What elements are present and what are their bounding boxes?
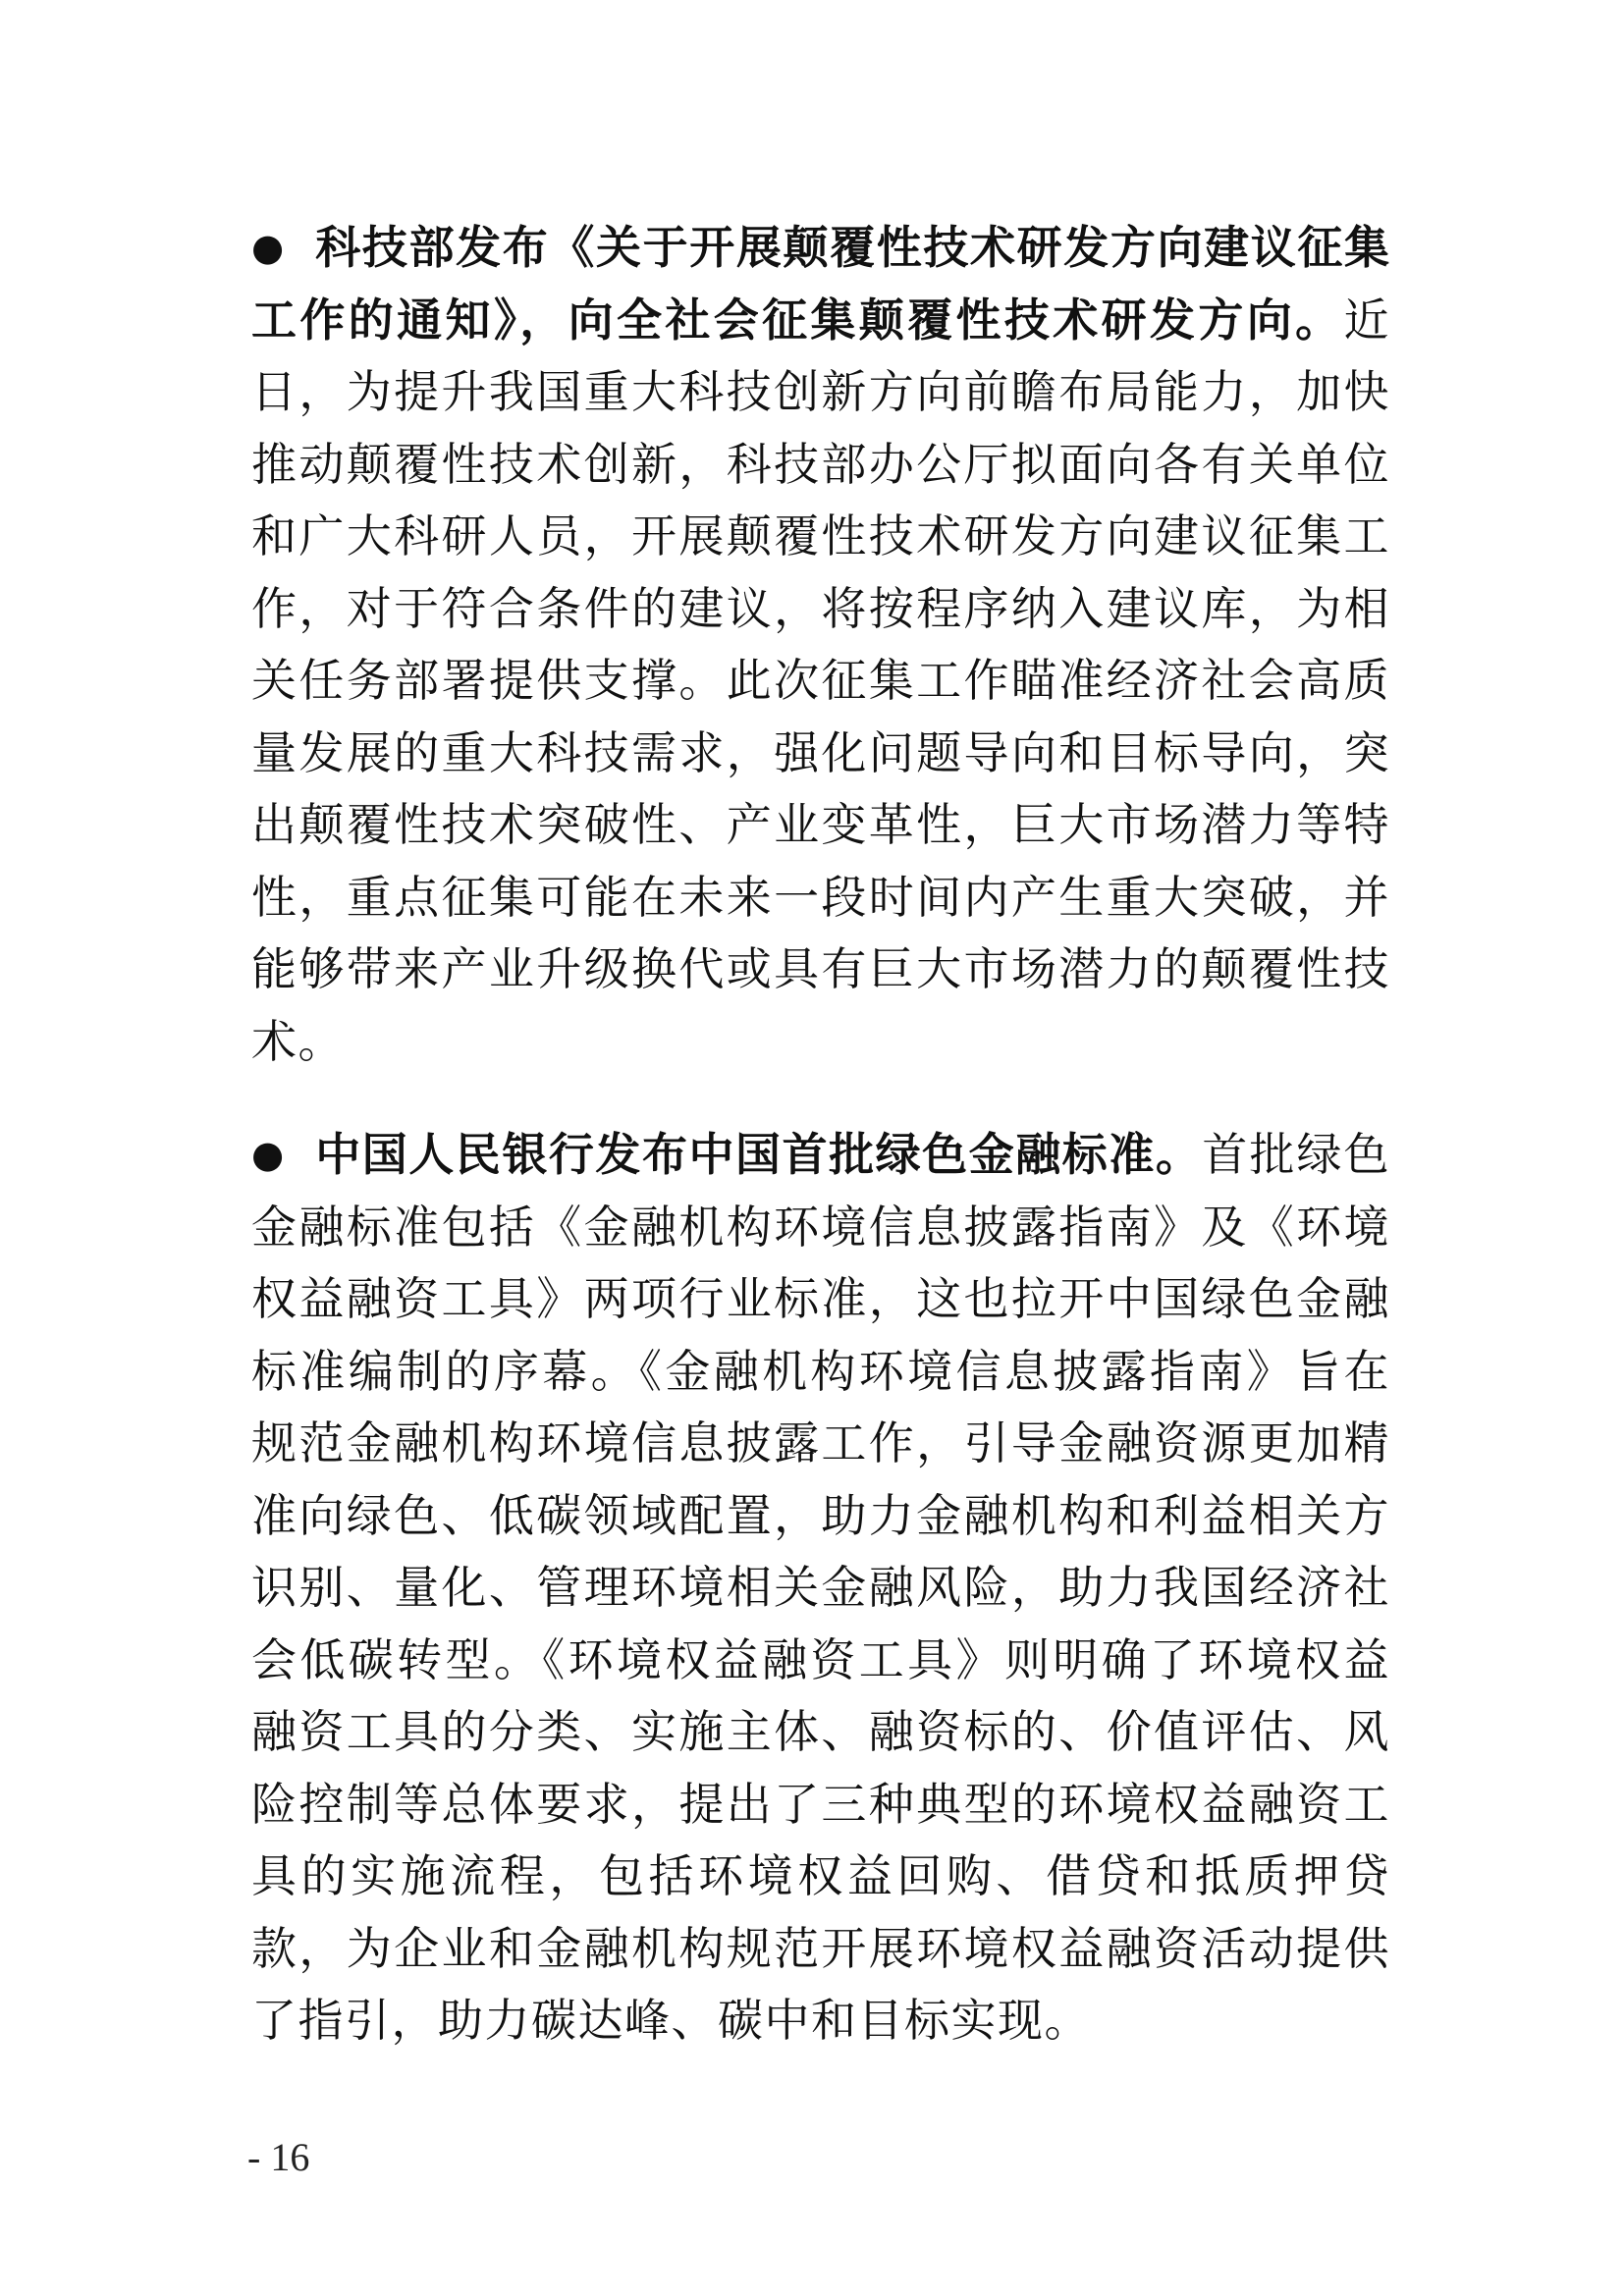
news-headline: 科技部发布《关于开展颠覆性技术研发方向建议征集工作的通知》，向全社会征集颠覆性技术研发方向。 [251,221,1390,347]
news-item-most-announcement [251,212,1390,1078]
bullet-icon: ● [251,1133,287,1176]
news-brief-list [251,212,1390,2091]
news-body: 近日，为提升我国重大科技创新方向前瞻布局能力，加快推动颠覆性技术创新，科技部办公厅拟面向各有关单位和广大科研人员，开展颠覆性技术研发方向建议征集工作，对于符合条件的建议，将按程序纳入建议库，为相关任务部署提供支撑。此次征集工作瞄准经济社会高质量发展的重大科技需求，强化问题导向和目标导向，突出颠覆性技术突破性、产业变革性，巨大市场潜力等特性，重点征集可能在未来一段时间内产生重大突破，并能够带来产业升级换代或具有巨大市场潜力的颠覆性技术。 [251,293,1390,1068]
news-headline: 中国人民银行发布中国首批绿色金融标准。 [315,1128,1203,1181]
news-body: 首批绿色金融标准包括《金融机构环境信息披露指南》及《环境权益融资工具》两项行业标准，这也拉开中国绿色金融标准编制的序幕。《金融机构环境信息披露指南》旨在规范金融机构环境信息披露工作，引导金融资源更加精准向绿色、低碳领域配置，助力金融机构和利益相关方识别、量化、管理环境相关金融风险，助力我国经济社会低碳转型。《环境权益融资工具》则明确了环境权益融资工具的分类、实施主体、融资标的、价值评估、风险控制等总体要求，提出了三种典型的环境权益融资工具的实施流程，包括环境权益回购、借贷和抵质押贷款，为企业和金融机构规范开展环境权益融资活动提供了指引，助力碳达峰、碳中和目标实现。 [251,1128,1390,2047]
news-item-pboc-green-finance [251,1119,1390,2057]
bullet-icon: ● [251,226,287,269]
page-number: - 16 [247,2135,310,2179]
